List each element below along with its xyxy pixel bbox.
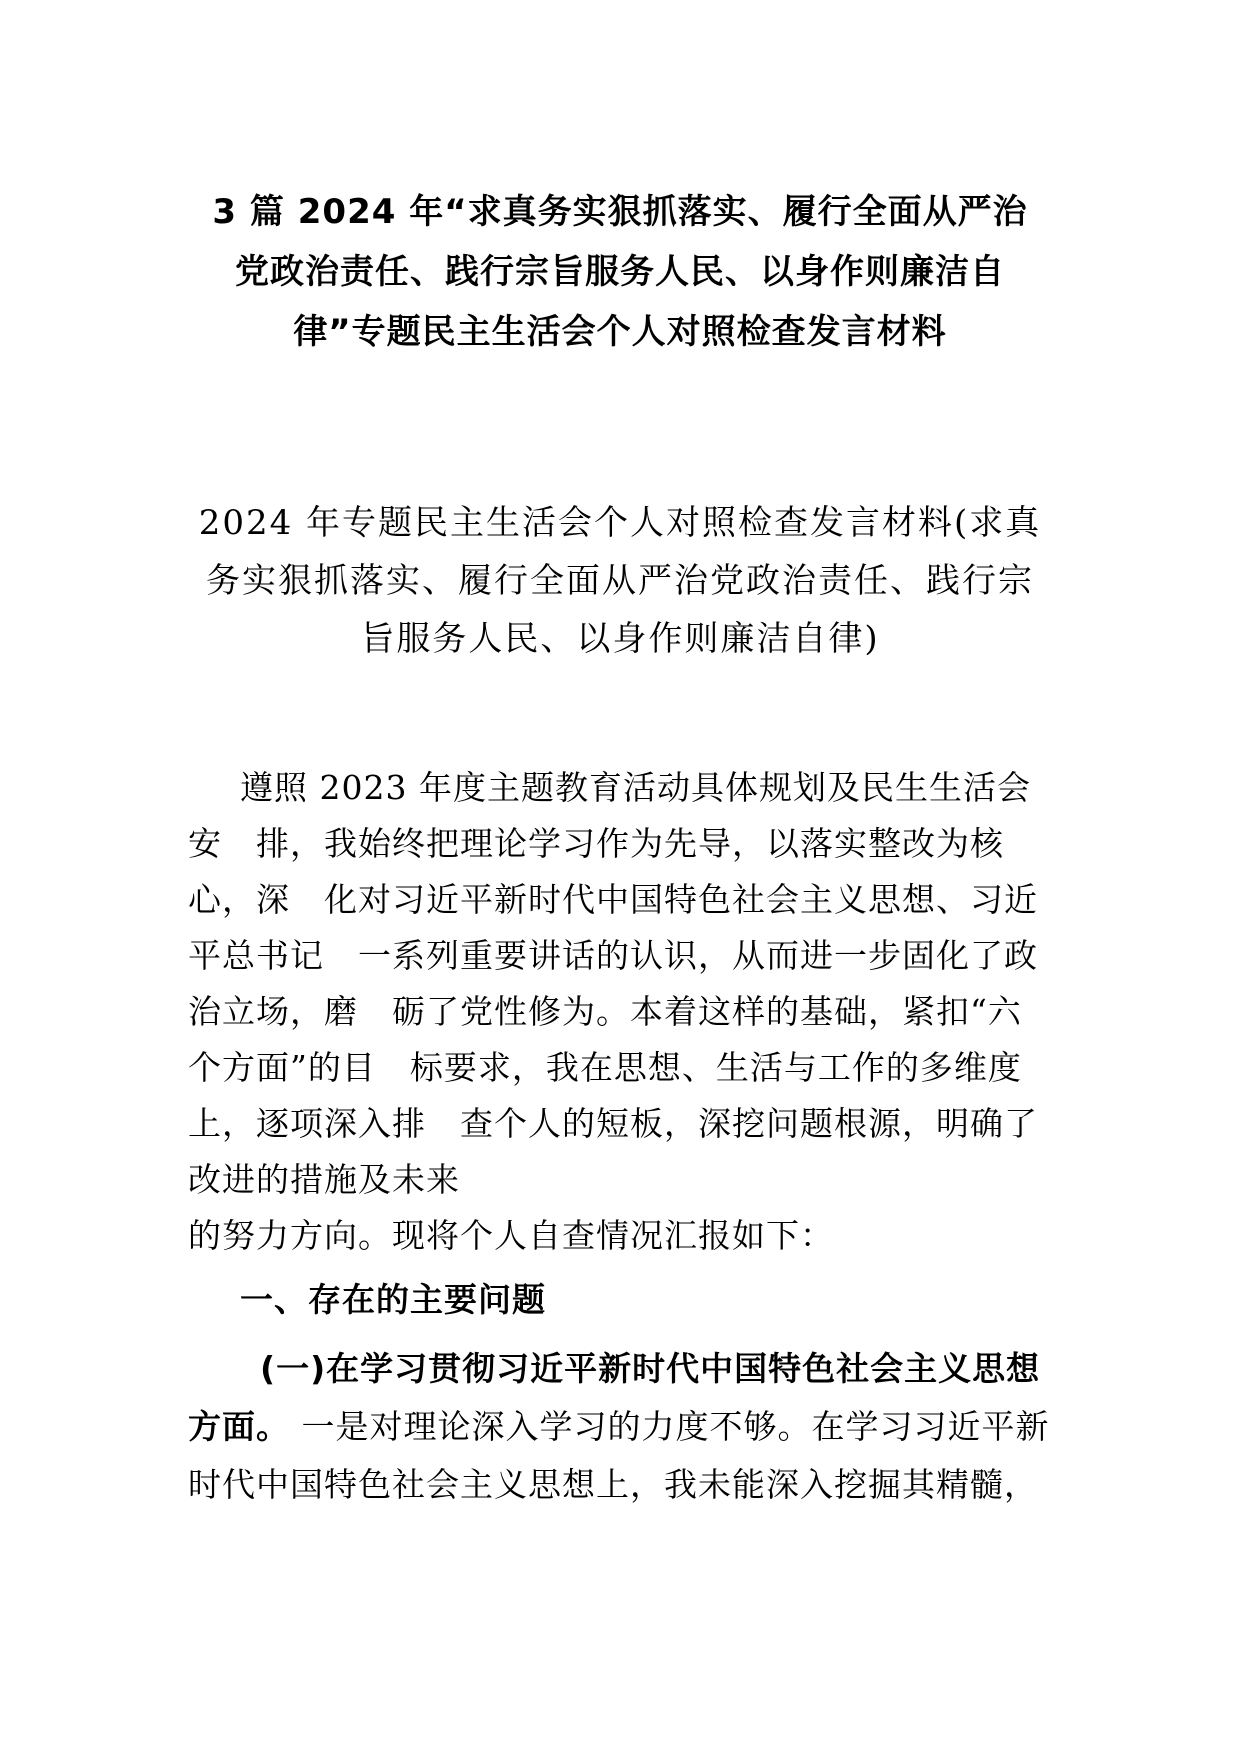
section-line — [188, 1398, 1058, 1456]
intro-line: 上，逐项深入排 查个人的短板，深挖问题根源，明确了 — [188, 1104, 1038, 1143]
subtitle-line: 务实狠抓落实、履行全面从严治党政治责任、践行宗 — [206, 561, 1034, 601]
intro-line: 个方面”的目 标要求，我在思想、生活与工作的多维度 — [188, 1048, 1022, 1087]
section-text: 一是对理论深入学习的力度不够。在学习习近平新 — [290, 1407, 1050, 1446]
intro-line: 遵照 2023 年度主题教育活动具体规划及民生生活会 — [240, 768, 1031, 807]
section-heading: 一、存在的主要问题 — [240, 1280, 546, 1319]
intro-line: 治立场，磨 砺了党性修为。本着这样的基础，紧扣“六 — [188, 992, 1022, 1031]
document-title — [180, 182, 1060, 362]
intro-line: 心，深 化对习近平新时代中国特色社会主义思想、习近 — [188, 880, 1038, 919]
intro-paragraph — [188, 760, 1048, 1264]
intro-line: 平总书记 一系列重要讲话的认识，从而进一步固化了政 — [188, 936, 1038, 975]
intro-line: 的努力方向。现将个人自查情况汇报如下： — [188, 1216, 834, 1255]
subtitle-line: 2024 年专题民主生活会个人对照检查发言材料(求真 — [198, 503, 1042, 543]
subsection-heading-end: 方面。 — [188, 1407, 290, 1446]
section-1-paragraph — [188, 1340, 1058, 1514]
title-line: 党政治责任、践行宗旨服务人民、以身作则廉洁自 — [235, 252, 1005, 292]
title-line: 律”专题民主生活会个人对照检查发言材料 — [293, 312, 947, 352]
subtitle-line: 旨服务人民、以身作则廉洁自律) — [360, 619, 880, 659]
intro-line: 改进的措施及未来 — [188, 1160, 460, 1199]
intro-line: 安 排，我始终把理论学习作为先导，以落实整改为核 — [188, 824, 1004, 863]
title-line: 3 篇 2024 年“求真务实狠抓落实、履行全面从严治 — [212, 192, 1028, 232]
document-subtitle — [180, 494, 1060, 668]
section-line: 时代中国特色社会主义思想上，我未能深入挖掘其精髓， — [188, 1465, 1038, 1504]
subsection-heading: (一)在学习贯彻习近平新时代中国特色社会主义思想 — [260, 1349, 1041, 1388]
